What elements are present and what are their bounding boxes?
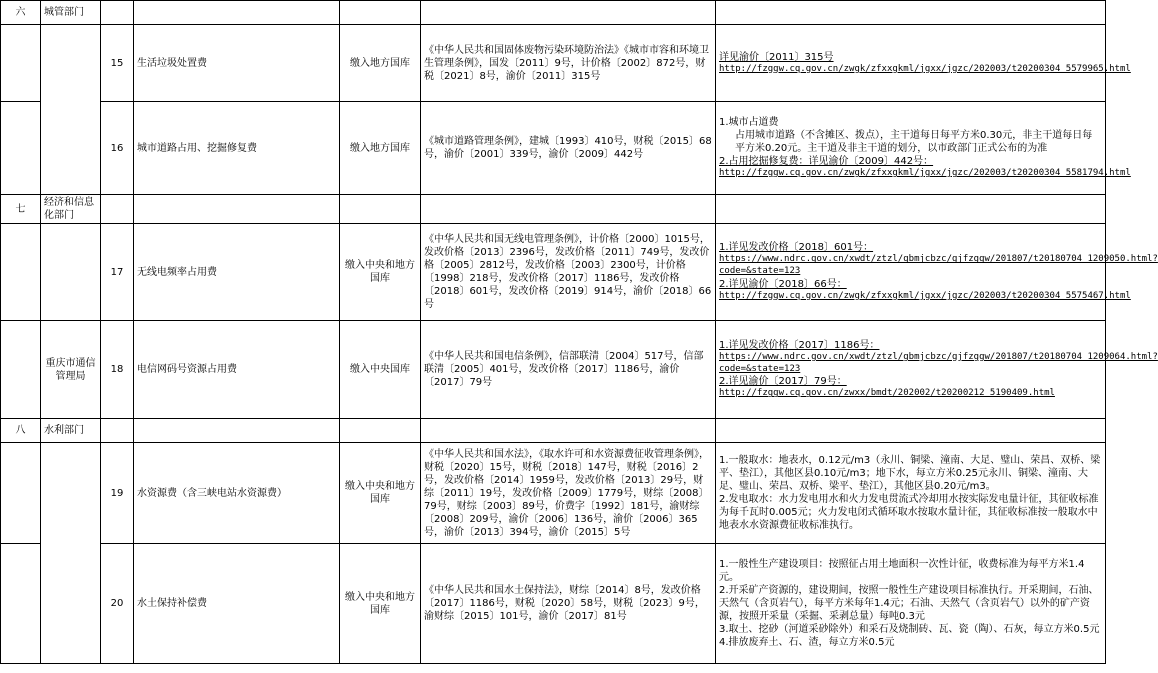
- treasury-cell: 缴入地方国库: [340, 102, 421, 195]
- remarks-line: 2.详见渝价〔2017〕79号：: [719, 376, 847, 388]
- treasury-cell: 缴入中央国库: [340, 321, 421, 419]
- section-dept: 城管部门: [41, 1, 101, 25]
- section-row: [1, 1, 1106, 25]
- remarks-cell: [716, 102, 1131, 195]
- remarks-link[interactable]: http://fzggw.cq.gov.cn/zwxx/bmdt/202002/t20200212_5190409.html: [719, 388, 1055, 399]
- policy-basis: 《城市道路管理条例》，建城〔1993〕410号，财税〔2015〕68号，渝价〔2001〕339号，渝价〔2009〕442号: [421, 102, 716, 195]
- fee-name: 生活垃圾处置费: [134, 25, 340, 102]
- remarks-cell: [716, 443, 1106, 544]
- fee-name: 城市道路占用、挖掘修复费: [134, 102, 340, 195]
- remarks-line: 1.详见发改价格〔2017〕1186号：: [719, 339, 880, 351]
- row-number: 18: [101, 321, 134, 419]
- remarks-link[interactable]: https://www.ndrc.gov.cn/xwdt/ztzl/gbmjcbzc/gjfzggw/201807/t20180704_1209064.html?code=&state=123: [719, 351, 1158, 374]
- remarks-cell: [716, 321, 1158, 419]
- remarks-link[interactable]: http://fzggw.cq.gov.cn/zwgk/zfxxgkml/jgxx/jgzc/202003/t20200304_5579965.html: [719, 63, 1131, 74]
- treasury-cell: 缴入中央和地方国库: [340, 544, 421, 664]
- table-row: [1, 224, 1106, 321]
- remarks-cell: [716, 25, 1131, 102]
- row-number: 19: [101, 443, 134, 544]
- fee-name: 水资源费（含三峡电站水资源费）: [134, 443, 340, 544]
- section-dept: 经济和信息化部门: [41, 195, 101, 224]
- remarks-line: 1.详见发改价格〔2018〕601号：: [719, 242, 874, 254]
- section-number: 六: [1, 1, 41, 25]
- remarks-line: 1.一般取水：地表水，0.12元/m3（永川、铜梁、潼南、大足、璧山、荣昌、双桥、梁平、垫江），其他区县0.10元/m3；地下水，每立方米0.25元永川、铜梁、潼南、大足、璧山、荣昌、双桥、梁平、垫江），其他区县0.20元/m3。: [719, 455, 1101, 492]
- treasury-cell: 缴入地方国库: [340, 25, 421, 102]
- row-number: 20: [101, 544, 134, 664]
- policy-basis: 《中华人民共和国水土保持法》，财综〔2014〕8号，发改价格〔2017〕1186号，财税〔2020〕58号，财税〔2023〕9号，渝财综〔2015〕101号，渝价〔2017〕81号: [421, 544, 716, 664]
- fee-name: 水土保持补偿费: [134, 544, 340, 664]
- remarks-cell: [716, 224, 1158, 321]
- row-number: 17: [101, 224, 134, 321]
- row-dept: 重庆市通信管理局: [41, 321, 101, 419]
- policy-basis: 《中华人民共和国固体废物污染环境防治法》《城市市容和环境卫生管理条例》，国发〔2011〕9号，计价格〔2002〕872号，财税〔2021〕8号，渝价〔2011〕315号: [421, 25, 716, 102]
- remarks-line: 2.占用挖掘修复费：详见渝价〔2009〕442号：: [719, 156, 934, 168]
- fee-name: 电信网码号资源占用费: [134, 321, 340, 419]
- policy-basis: 《中华人民共和国无线电管理条例》，计价格〔2000〕1015号，发改价格〔2013〕2396号，发改价格〔2011〕749号，发改价格〔2005〕2812号，发改价格〔2003〕2300号，计价格〔1998〕218号，发改价格〔2017〕1186号，发改价格〔2018〕601号，发改价格〔2019〕914号，渝价〔2018〕66号: [421, 224, 716, 321]
- remarks-line: 2.详见渝价〔2018〕66号：: [719, 278, 847, 290]
- row-number: 16: [101, 102, 134, 195]
- remarks-line: 1.一般性生产建设项目：按照征占用土地面积一次性计征，收费标准为每平方米1.4元。: [719, 559, 1085, 583]
- table-row: [1, 321, 1106, 419]
- policy-basis: 《中华人民共和国水法》，《取水许可和水资源费征收管理条例》，财税〔2020〕15号，财税〔2018〕147号，财税〔2016〕2号，发改价格〔2014〕1959号，发改价格〔2013〕29号，财综〔2011〕19号，发改价格〔2009〕1779号，财综〔2008〕79号，财综〔2003〕89号，价费字〔1992〕181号，渝财综〔2008〕209号，渝价〔2006〕136号，渝价〔2006〕365号，渝价〔2013〕394号，渝价〔2015〕5号: [421, 443, 716, 544]
- section-dept: 水利部门: [41, 419, 101, 443]
- policy-basis: 《中华人民共和国电信条例》，信部联清〔2004〕517号，信部联清〔2005〕401号，发改价格〔2017〕1186号，渝价〔2017〕79号: [421, 321, 716, 419]
- section-number: 七: [1, 195, 41, 224]
- section-number: 八: [1, 419, 41, 443]
- remarks-link[interactable]: http://fzggw.cq.gov.cn/zwgk/zfxxgkml/jgxx/jgzc/202003/t20200304_5581794.html: [719, 168, 1131, 179]
- remarks-line: 4.排放废弃土、石、渣，每立方米0.5元: [719, 637, 895, 648]
- remarks-link[interactable]: https://www.ndrc.gov.cn/xwdt/ztzl/gbmjcbzc/gjfzggw/201807/t20180704_1209050.html?code=&state=123: [719, 254, 1158, 277]
- remarks-line: 2.开采矿产资源的，建设期间，按照一般性生产建设项目标准执行。开采期间，石油、天然气（含页岩气），每平方米每年1.4元；石油、天然气（含页岩气）以外的矿产资源，按照开采量（采掘、采剥总量）每吨0.3元: [719, 585, 1099, 622]
- remarks-line: 占用城市道路（不含摊区、拨点），主干道每日每平方米0.30元，非主干道每日每平方米0.20元。主干道及非主干道的划分，以市政部门正式公布的为准: [735, 130, 1093, 155]
- remarks-line: 详见渝价〔2011〕315号: [719, 51, 834, 63]
- section-row: [1, 419, 1106, 443]
- row-number: 15: [101, 25, 134, 102]
- treasury-cell: 缴入中央和地方国库: [340, 443, 421, 544]
- treasury-cell: 缴入中央和地方国库: [340, 224, 421, 321]
- remarks-line: 3.取土、挖砂（河道采砂除外）和采石及烧制砖、瓦、瓷（陶）、石灰，每立方米0.5元: [719, 624, 1100, 635]
- table-row: [1, 544, 1106, 664]
- remarks-link[interactable]: http://fzggw.cq.gov.cn/zwgk/zfxxgkml/jgxx/jgzc/202003/t20200304_5575467.html: [719, 290, 1131, 301]
- remarks-line: 1.城市占道费: [719, 117, 779, 129]
- section-row: [1, 195, 1106, 224]
- remarks-cell: [716, 544, 1106, 664]
- remarks-line: 2.发电取水：水力发电用水和火力发电贯流式冷却用水按实际发电量计征，其征收标准为每千瓦时0.005元；火力发电闭式循环取水按取水量计征，其征收标准按一般取水中地表水水资源费征收标准执行。: [719, 494, 1099, 531]
- table-row: [1, 443, 1106, 544]
- table-row: [1, 102, 1106, 195]
- table-row: [1, 25, 1106, 102]
- fee-name: 无线电频率占用费: [134, 224, 340, 321]
